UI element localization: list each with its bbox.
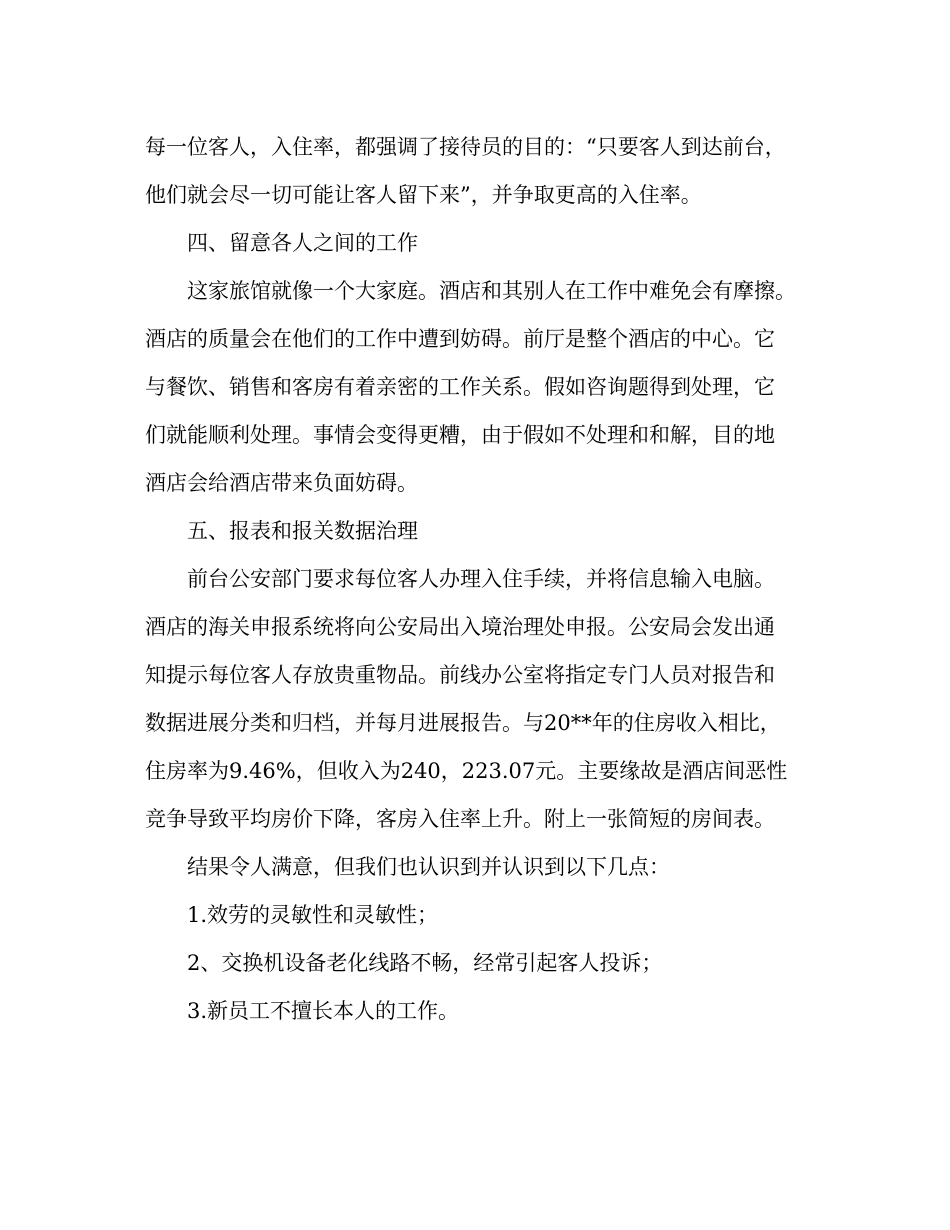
- paragraph-line: 结果令人满意，但我们也认识到并认识到以下几点：: [187, 855, 670, 879]
- paragraph-line: 们就能顺利处理。事情会变得更糟，由于假如不处理和和解，目的地: [145, 423, 775, 447]
- paragraph-line: 前台公安部门要求每位客人办理入住手续，并将信息输入电脑。: [187, 567, 775, 591]
- paragraph-line: 与餐饮、销售和客房有着亲密的工作关系。假如咨询题得到处理，它: [145, 375, 775, 399]
- paragraph-line: 每一位客人，入住率，都强调了接待员的目的：“只要客人到达前台，: [145, 135, 786, 159]
- section-heading-4: 四、留意各人之间的工作: [187, 231, 418, 255]
- list-item: 1.效劳的灵敏性和灵敏性；: [187, 903, 439, 927]
- paragraph-line: 住房率为9.46%，但收入为240，223.07元。主要缘故是酒店间恶性: [145, 759, 788, 783]
- paragraph-line: 这家旅馆就像一个大家庭。酒店和其别人在工作中难免会有摩擦。: [187, 279, 796, 303]
- paragraph-line: 酒店会给酒店带来负面妨碍。: [145, 471, 418, 495]
- paragraph-line: 他们就会尽一切可能让客人留下来”，并争取更高的入住率。: [145, 183, 702, 207]
- paragraph-line: 酒店的质量会在他们的工作中遭到妨碍。前厅是整个酒店的中心。它: [145, 327, 775, 351]
- paragraph-line: 知提示每位客人存放贵重物品。前线办公室将指定专门人员对报告和: [145, 663, 775, 687]
- list-item: 3.新员工不擅长本人的工作。: [187, 999, 460, 1023]
- section-heading-5: 五、报表和报关数据治理: [187, 519, 418, 543]
- paragraph-line: 酒店的海关申报系统将向公安局出入境治理处申报。公安局会发出通: [145, 615, 775, 639]
- paragraph-line: 数据进展分类和归档，并每月进展报告。与20**年的住房收入相比，: [145, 711, 781, 735]
- paragraph-line: 竞争导致平均房价下降，客房入住率上升。附上一张简短的房间表。: [145, 807, 775, 831]
- list-item: 2、交换机设备老化线路不畅，经常引起客人投诉；: [187, 951, 663, 975]
